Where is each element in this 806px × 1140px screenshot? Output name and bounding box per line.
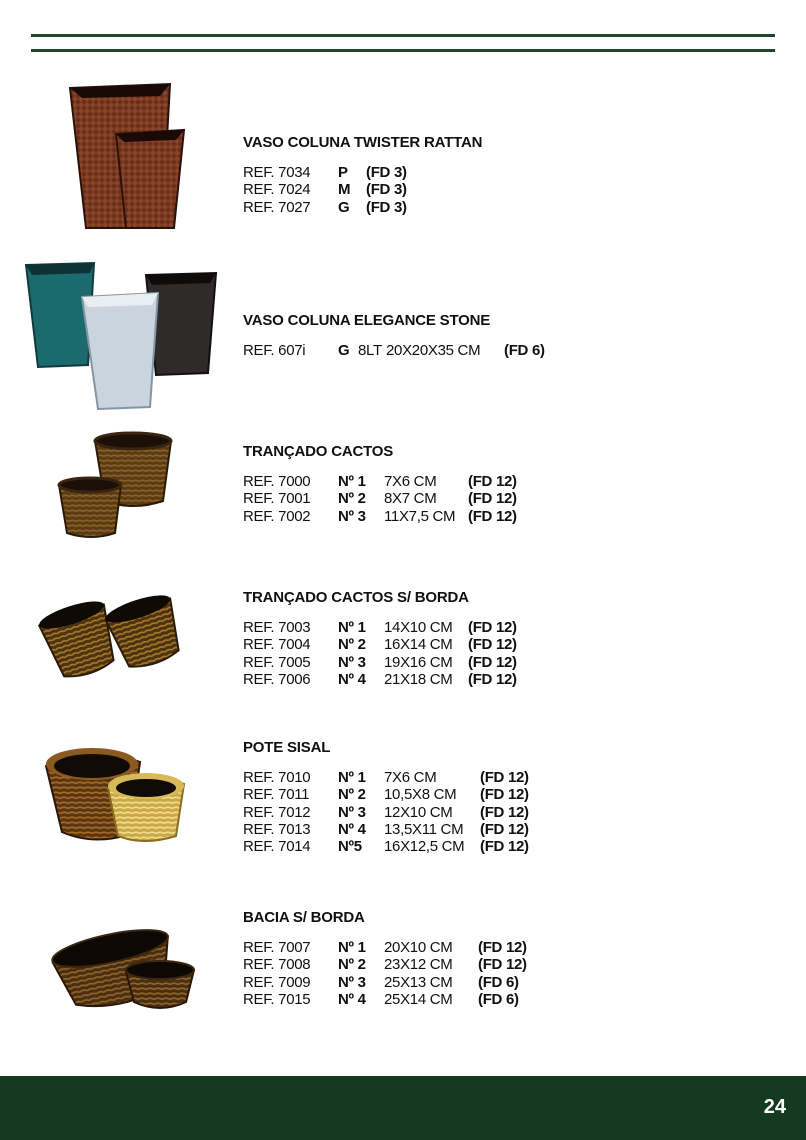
product-row (243, 769, 529, 786)
ref-code: REF. 7005 (243, 653, 311, 671)
fd-code: (FD 12) (478, 956, 527, 974)
capacity: 8LT (358, 342, 382, 359)
product-row (243, 956, 527, 973)
size-code: Nº 1 (338, 473, 366, 490)
dimensions: 19X16 CM (384, 653, 453, 671)
product-info (243, 312, 545, 359)
braided-cactus-pots-image (55, 429, 180, 541)
product-row (243, 199, 482, 216)
product-bacia-sem-borda (0, 900, 806, 1020)
fd-code: (FD 12) (480, 769, 529, 786)
dimensions: 13,5X11 CM (384, 820, 464, 838)
fd-code: (FD 12) (468, 653, 517, 671)
product-twister-rattan (0, 70, 806, 240)
product-row (243, 991, 527, 1008)
size-code: Nº 4 (338, 670, 366, 688)
product-row (243, 164, 482, 181)
ref-code: REF. 7000 (243, 473, 311, 490)
product-title: VASO COLUNA ELEGANCE STONE (243, 312, 491, 329)
product-pote-sisal (0, 730, 806, 860)
size-code: Nº 2 (338, 956, 366, 974)
size-code: Nº 1 (338, 939, 366, 956)
product-row (243, 804, 529, 821)
fd-code: (FD 6) (504, 342, 545, 359)
product-row (243, 974, 527, 991)
fd-code: (FD 3) (366, 181, 407, 199)
size-code: Nº 2 (338, 490, 366, 508)
fd-code: (FD 12) (478, 939, 527, 956)
ref-code: REF. 7010 (243, 769, 311, 786)
product-trancado-cactos (0, 425, 806, 550)
ref-code: REF. 7015 (243, 990, 311, 1008)
product-info (243, 134, 482, 216)
product-row (243, 939, 527, 956)
dimensions: 20X10 CM (384, 939, 453, 956)
page-number: 24 (763, 1096, 786, 1118)
ref-code: REF. 7024 (243, 181, 311, 199)
size-code: Nº 3 (338, 973, 366, 991)
dimensions: 10,5X8 CM (384, 786, 457, 804)
size-code: G (338, 342, 350, 359)
fd-code: (FD 12) (468, 507, 517, 525)
size-code: Nº 4 (338, 990, 366, 1008)
fd-code: (FD 12) (480, 803, 529, 821)
header-rule-bottom (31, 49, 775, 52)
product-title: BACIA S/ BORDA (243, 909, 365, 926)
fd-code: (FD 12) (480, 820, 529, 838)
ref-code: REF. 7003 (243, 619, 311, 636)
product-title: POTE SISAL (243, 739, 331, 756)
size-code: Nº 1 (338, 619, 366, 636)
product-title: VASO COLUNA TWISTER RATTAN (243, 134, 483, 151)
sisal-pots-image (44, 736, 186, 848)
page-footer (0, 1076, 806, 1140)
dimensions: 16X12,5 CM (384, 838, 465, 856)
product-title: TRANÇADO CACTOS (243, 443, 394, 460)
size-code: Nº 3 (338, 507, 366, 525)
fd-code: (FD 12) (468, 636, 517, 654)
product-elegance-stone (0, 255, 806, 415)
product-row (243, 786, 529, 803)
size-code: Nº 2 (338, 636, 366, 654)
ref-code: REF. 7011 (243, 786, 310, 804)
product-info (243, 443, 517, 525)
dimensions: 16X14 CM (384, 636, 453, 654)
size-code: P (338, 164, 348, 181)
fd-code: (FD 12) (468, 619, 517, 636)
size-code: Nº 3 (338, 803, 366, 821)
fd-code: (FD 12) (468, 670, 517, 688)
dimensions: 14X10 CM (384, 619, 453, 636)
ref-code: REF. 7007 (243, 939, 311, 956)
fd-code: (FD 12) (480, 838, 529, 856)
fd-code: (FD 3) (366, 198, 407, 216)
dimensions: 11X7,5 CM (384, 507, 456, 525)
ref-code: REF. 7004 (243, 636, 311, 654)
ref-code: REF. 7008 (243, 956, 311, 974)
product-row (243, 490, 517, 507)
size-code: G (338, 198, 350, 216)
dimensions: 7X6 CM (384, 473, 437, 490)
ref-code: REF. 7006 (243, 670, 311, 688)
product-info (243, 909, 527, 1008)
ref-code: REF. 7009 (243, 973, 311, 991)
size-code: Nº 4 (338, 820, 366, 838)
product-info (243, 739, 529, 855)
product-row (243, 636, 517, 653)
product-row (243, 508, 517, 525)
fd-code: (FD 12) (468, 490, 517, 508)
dimensions: 25X14 CM (384, 990, 453, 1008)
product-row (243, 619, 517, 636)
product-row (243, 181, 482, 198)
ref-code: REF. 7012 (243, 803, 311, 821)
ref-code: REF. 7014 (243, 838, 311, 856)
dimensions: 23X12 CM (384, 956, 453, 974)
header-rule-top (31, 34, 775, 37)
fd-code: (FD 12) (468, 473, 517, 490)
size-code: M (338, 181, 351, 199)
ref-code: REF. 7027 (243, 198, 311, 216)
dimensions: 20X20X35 CM (386, 342, 481, 359)
dimensions: 7X6 CM (384, 769, 437, 786)
product-row (243, 821, 529, 838)
ref-code: REF. 7034 (243, 164, 311, 181)
ref-code: REF. 607i (243, 342, 306, 359)
rattan-column-vases-image (60, 78, 200, 233)
size-code: Nº 3 (338, 653, 366, 671)
fd-code: (FD 6) (478, 973, 519, 991)
ref-code: REF. 7013 (243, 820, 311, 838)
dimensions: 21X18 CM (384, 670, 453, 688)
product-row (243, 838, 529, 855)
fd-code: (FD 3) (366, 164, 407, 181)
product-row (243, 654, 517, 671)
dimensions: 25X13 CM (384, 973, 453, 991)
product-row (243, 473, 517, 490)
stone-column-vases-image (22, 261, 222, 411)
basin-bowls-image (50, 922, 198, 1016)
dimensions: 8X7 CM (384, 490, 437, 508)
product-info (243, 589, 517, 688)
dimensions: 12X10 CM (384, 803, 453, 821)
product-title: TRANÇADO CACTOS S/ BORDA (243, 589, 469, 606)
fd-code: (FD 12) (480, 786, 529, 804)
fd-code: (FD 6) (478, 990, 519, 1008)
product-row (243, 342, 545, 359)
product-trancado-cactos-sem-borda (0, 580, 806, 690)
product-row (243, 671, 517, 688)
size-code: Nº 1 (338, 769, 366, 786)
ref-code: REF. 7001 (243, 490, 311, 508)
ref-code: REF. 7002 (243, 507, 311, 525)
size-code: Nº5 (338, 838, 362, 856)
size-code: Nº 2 (338, 786, 366, 804)
braided-cactus-pots-no-rim-image (38, 590, 180, 682)
